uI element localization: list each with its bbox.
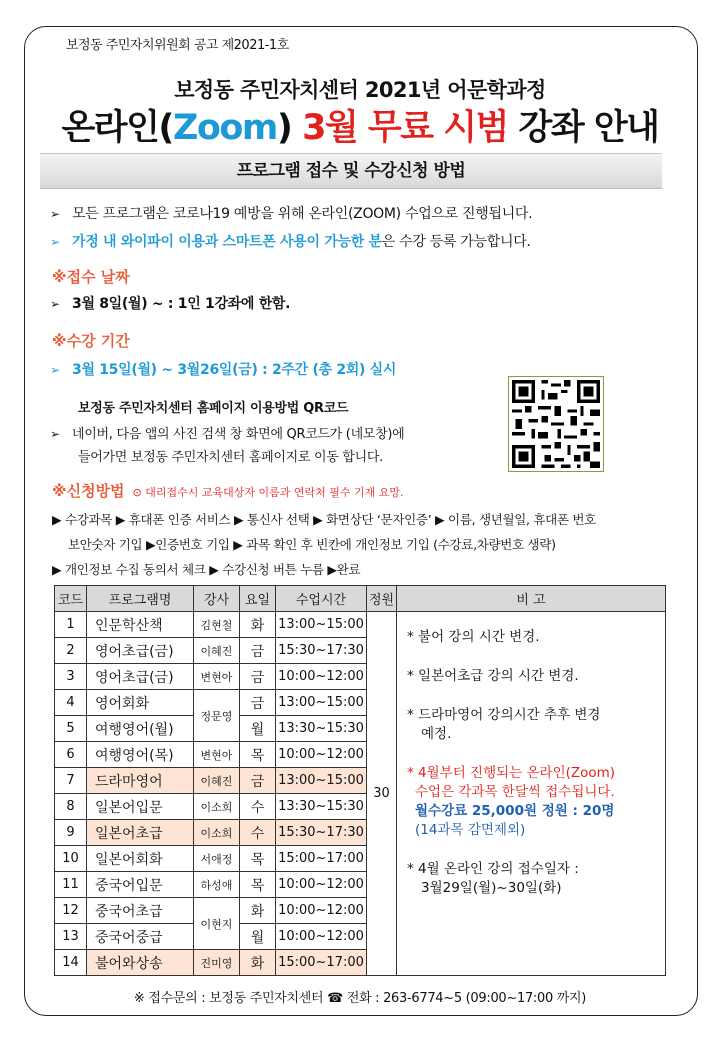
cell-program: 중국어초급: [87, 898, 194, 924]
cell-time: 10:00~12:00: [276, 664, 367, 690]
title-part2: ): [276, 108, 303, 148]
cell-program: 영어초급(금): [87, 664, 194, 690]
header-remarks: 비 고: [397, 586, 666, 612]
remark-2: * 일본어초급 강의 시간 변경.: [407, 668, 579, 684]
cell-lecturer: 이혜진: [194, 768, 240, 794]
cell-remarks: [397, 612, 666, 976]
cell-lecturer: 진미영: [194, 950, 240, 976]
apply-steps-line-2: 보안숫자 기입 ▶인증번호 기입 ▶ 과목 확인 후 빈칸에 개인정보 기입 (수강료,차량번호 생략): [68, 537, 556, 552]
cell-program: 여행영어(목): [87, 742, 194, 768]
qr-heading: 보정동 주민자치센터 홈페이지 이용방법 QR코드: [78, 401, 349, 416]
cell-day: 목: [240, 846, 276, 872]
cell-code: 12: [55, 898, 87, 924]
notice-number: 보정동 주민자치위원회 공고 제2021-1호: [62, 34, 293, 53]
header-day: 요일: [240, 586, 276, 612]
cell-code: 7: [55, 768, 87, 794]
arrow-icon: ➢: [50, 363, 60, 377]
cell-day: 수: [240, 820, 276, 846]
cell-program: 일본어초급: [87, 820, 194, 846]
cell-time: 15:00~17:00: [276, 950, 367, 976]
cell-day: 금: [240, 664, 276, 690]
cell-program: 일본어입문: [87, 794, 194, 820]
remark-1: * 불어 강의 시간 변경.: [407, 629, 540, 645]
cell-program: 중국어중급: [87, 924, 194, 950]
cell-time: 15:30~17:30: [276, 638, 367, 664]
contact-info: ※ 접수문의 : 보정동 주민자치센터 ☎ 전화 : 263-6774~5 (09:00~17:00 까지): [133, 991, 587, 1006]
cell-code: 2: [55, 638, 87, 664]
cell-lecturer: 서애정: [194, 846, 240, 872]
cell-program: 영어초급(금): [87, 638, 194, 664]
cell-code: 5: [55, 716, 87, 742]
remark-3b: 예정.: [421, 726, 452, 742]
cell-lecturer: 변현아: [194, 664, 240, 690]
program-table: [54, 585, 666, 976]
qr-line-1-text: 네이버, 다음 앱의 사진 검색 창 화면에 QR코드가 (네모창)에: [72, 427, 405, 442]
cell-day: 화: [240, 898, 276, 924]
cell-program: 일본어회화: [87, 846, 194, 872]
apply-heading: [52, 480, 404, 501]
cell-code: 10: [55, 846, 87, 872]
cell-code: 3: [55, 664, 87, 690]
apply-steps-line-3: ▶ 개인정보 수집 동의서 체크 ▶ 수강신청 버튼 누름 ▶완료: [52, 562, 361, 577]
remark-4c: 월수강료 25,000원 정원 : 20명: [415, 803, 615, 819]
cell-program: 영어회화: [87, 690, 194, 716]
cell-time: 13:30~15:30: [276, 716, 367, 742]
qr-code-icon[interactable]: [508, 376, 604, 472]
title-part1: 온라인(: [61, 108, 173, 148]
cell-day: 월: [240, 924, 276, 950]
remark-4d: (14과목 감면제외): [415, 822, 526, 838]
remark-4a: * 4월부터 진행되는 온라인(Zoom): [407, 765, 616, 781]
cell-lecturer: 이혜진: [194, 638, 240, 664]
cell-code: 4: [55, 690, 87, 716]
cell-lecturer: 이소희: [194, 794, 240, 820]
reception-line: [50, 293, 290, 313]
header-code: 코드: [55, 586, 87, 612]
cell-program: 인문학산책: [87, 612, 194, 638]
cell-code: 13: [55, 924, 87, 950]
remark-3a: * 드라마영어 강의시간 추후 변경: [407, 707, 601, 723]
arrow-icon: ➢: [50, 427, 60, 441]
bullet-2: [50, 231, 531, 251]
cell-code: 8: [55, 794, 87, 820]
cell-time: 15:00~17:00: [276, 846, 367, 872]
period-heading: ※수강 기간: [52, 332, 130, 350]
title-march-free-trial: 3월 무료 시범: [302, 108, 508, 148]
reception-heading: ※접수 날짜: [52, 268, 130, 286]
title-zoom: Zoom: [172, 108, 277, 148]
page-title: [0, 100, 720, 150]
cell-time: 13:00~15:00: [276, 768, 367, 794]
cell-lecturer: 변현아: [194, 742, 240, 768]
apply-heading-text: ※신청방법: [52, 482, 125, 500]
qr-line-2: 들어가면 보정동 주민자치센터 홈페이지로 이동 합니다.: [78, 450, 383, 465]
cell-day: 화: [240, 612, 276, 638]
cell-lecturer: 정문영: [194, 690, 240, 742]
cell-code: 6: [55, 742, 87, 768]
remark-5a: * 4월 온라인 강의 접수일자 :: [407, 861, 579, 877]
cell-day: 화: [240, 950, 276, 976]
cell-day: 금: [240, 768, 276, 794]
cell-day: 목: [240, 872, 276, 898]
qr-line-1: [50, 423, 404, 442]
cell-code: 9: [55, 820, 87, 846]
bullet-2-text: 은 수강 등록 가능합니다.: [381, 234, 531, 250]
cell-capacity: 30: [367, 612, 397, 976]
bullet-1-text: 모든 프로그램은 코로나19 예방을 위해 온라인(ZOOM) 수업으로 진행됩니다.: [72, 206, 533, 222]
cell-program: 여행영어(월): [87, 716, 194, 742]
apply-note: ⊙ 대리접수시 교육대상자 이름과 연락처 필수 기재 요망.: [132, 486, 404, 499]
subtitle: 보정동 주민자치센터 2021년 어문학과정: [174, 78, 546, 102]
header-capacity: 정원: [367, 586, 397, 612]
header-program: 프로그램명: [87, 586, 194, 612]
arrow-icon: ➢: [50, 207, 60, 221]
cell-program: 드라마영어: [87, 768, 194, 794]
cell-code: 14: [55, 950, 87, 976]
cell-time: 13:00~15:00: [276, 690, 367, 716]
apply-steps-line-1: ▶ 수강과목 ▶ 휴대폰 인증 서비스 ▶ 통신사 선택 ▶ 화면상단 ‘문자인증’ ▶ 이름, 생년월일, 휴대폰 번호: [52, 512, 596, 527]
cell-lecturer: 김현철: [194, 612, 240, 638]
cell-lecturer: 이현지: [194, 898, 240, 950]
reception-text: 3월 8일(월) ~ : 1인 1강좌에 한함.: [72, 296, 291, 312]
cell-day: 금: [240, 638, 276, 664]
table-row: [55, 612, 666, 638]
period-text: 3월 15일(월) ~ 3월26일(금) : 2주간 (총 2회) 실시: [72, 362, 397, 378]
table-header-row: [55, 586, 666, 612]
cell-lecturer: 하성애: [194, 872, 240, 898]
header-lecturer: 강사: [194, 586, 240, 612]
bullet-2-highlight: 가정 내 와이파이 이용과 스마트폰 사용이 가능한 분: [72, 234, 382, 250]
cell-day: 수: [240, 794, 276, 820]
title-part3: 강좌 안내: [507, 108, 659, 148]
cell-time: 10:00~12:00: [276, 742, 367, 768]
arrow-icon: ➢: [50, 235, 60, 249]
cell-time: 13:30~15:30: [276, 794, 367, 820]
cell-time: 10:00~12:00: [276, 872, 367, 898]
arrow-icon: ➢: [50, 297, 60, 311]
cell-time: 10:00~12:00: [276, 898, 367, 924]
header-time: 수업시간: [276, 586, 367, 612]
cell-code: 1: [55, 612, 87, 638]
cell-day: 목: [240, 742, 276, 768]
cell-time: 15:30~17:30: [276, 820, 367, 846]
cell-day: 금: [240, 690, 276, 716]
bullet-1: [50, 203, 532, 223]
cell-code: 11: [55, 872, 87, 898]
section-banner: 프로그램 접수 및 수강신청 방법: [40, 153, 662, 189]
cell-time: 13:00~15:00: [276, 612, 367, 638]
cell-program: 중국어입문: [87, 872, 194, 898]
cell-program: 불어와상송: [87, 950, 194, 976]
period-line: [50, 359, 396, 379]
cell-time: 10:00~12:00: [276, 924, 367, 950]
remark-4b: 수업은 각과목 한달씩 접수됩니다.: [415, 784, 615, 800]
remark-5b: 3월29일(월)~30일(화): [421, 880, 562, 896]
cell-day: 월: [240, 716, 276, 742]
cell-lecturer: 이소희: [194, 820, 240, 846]
